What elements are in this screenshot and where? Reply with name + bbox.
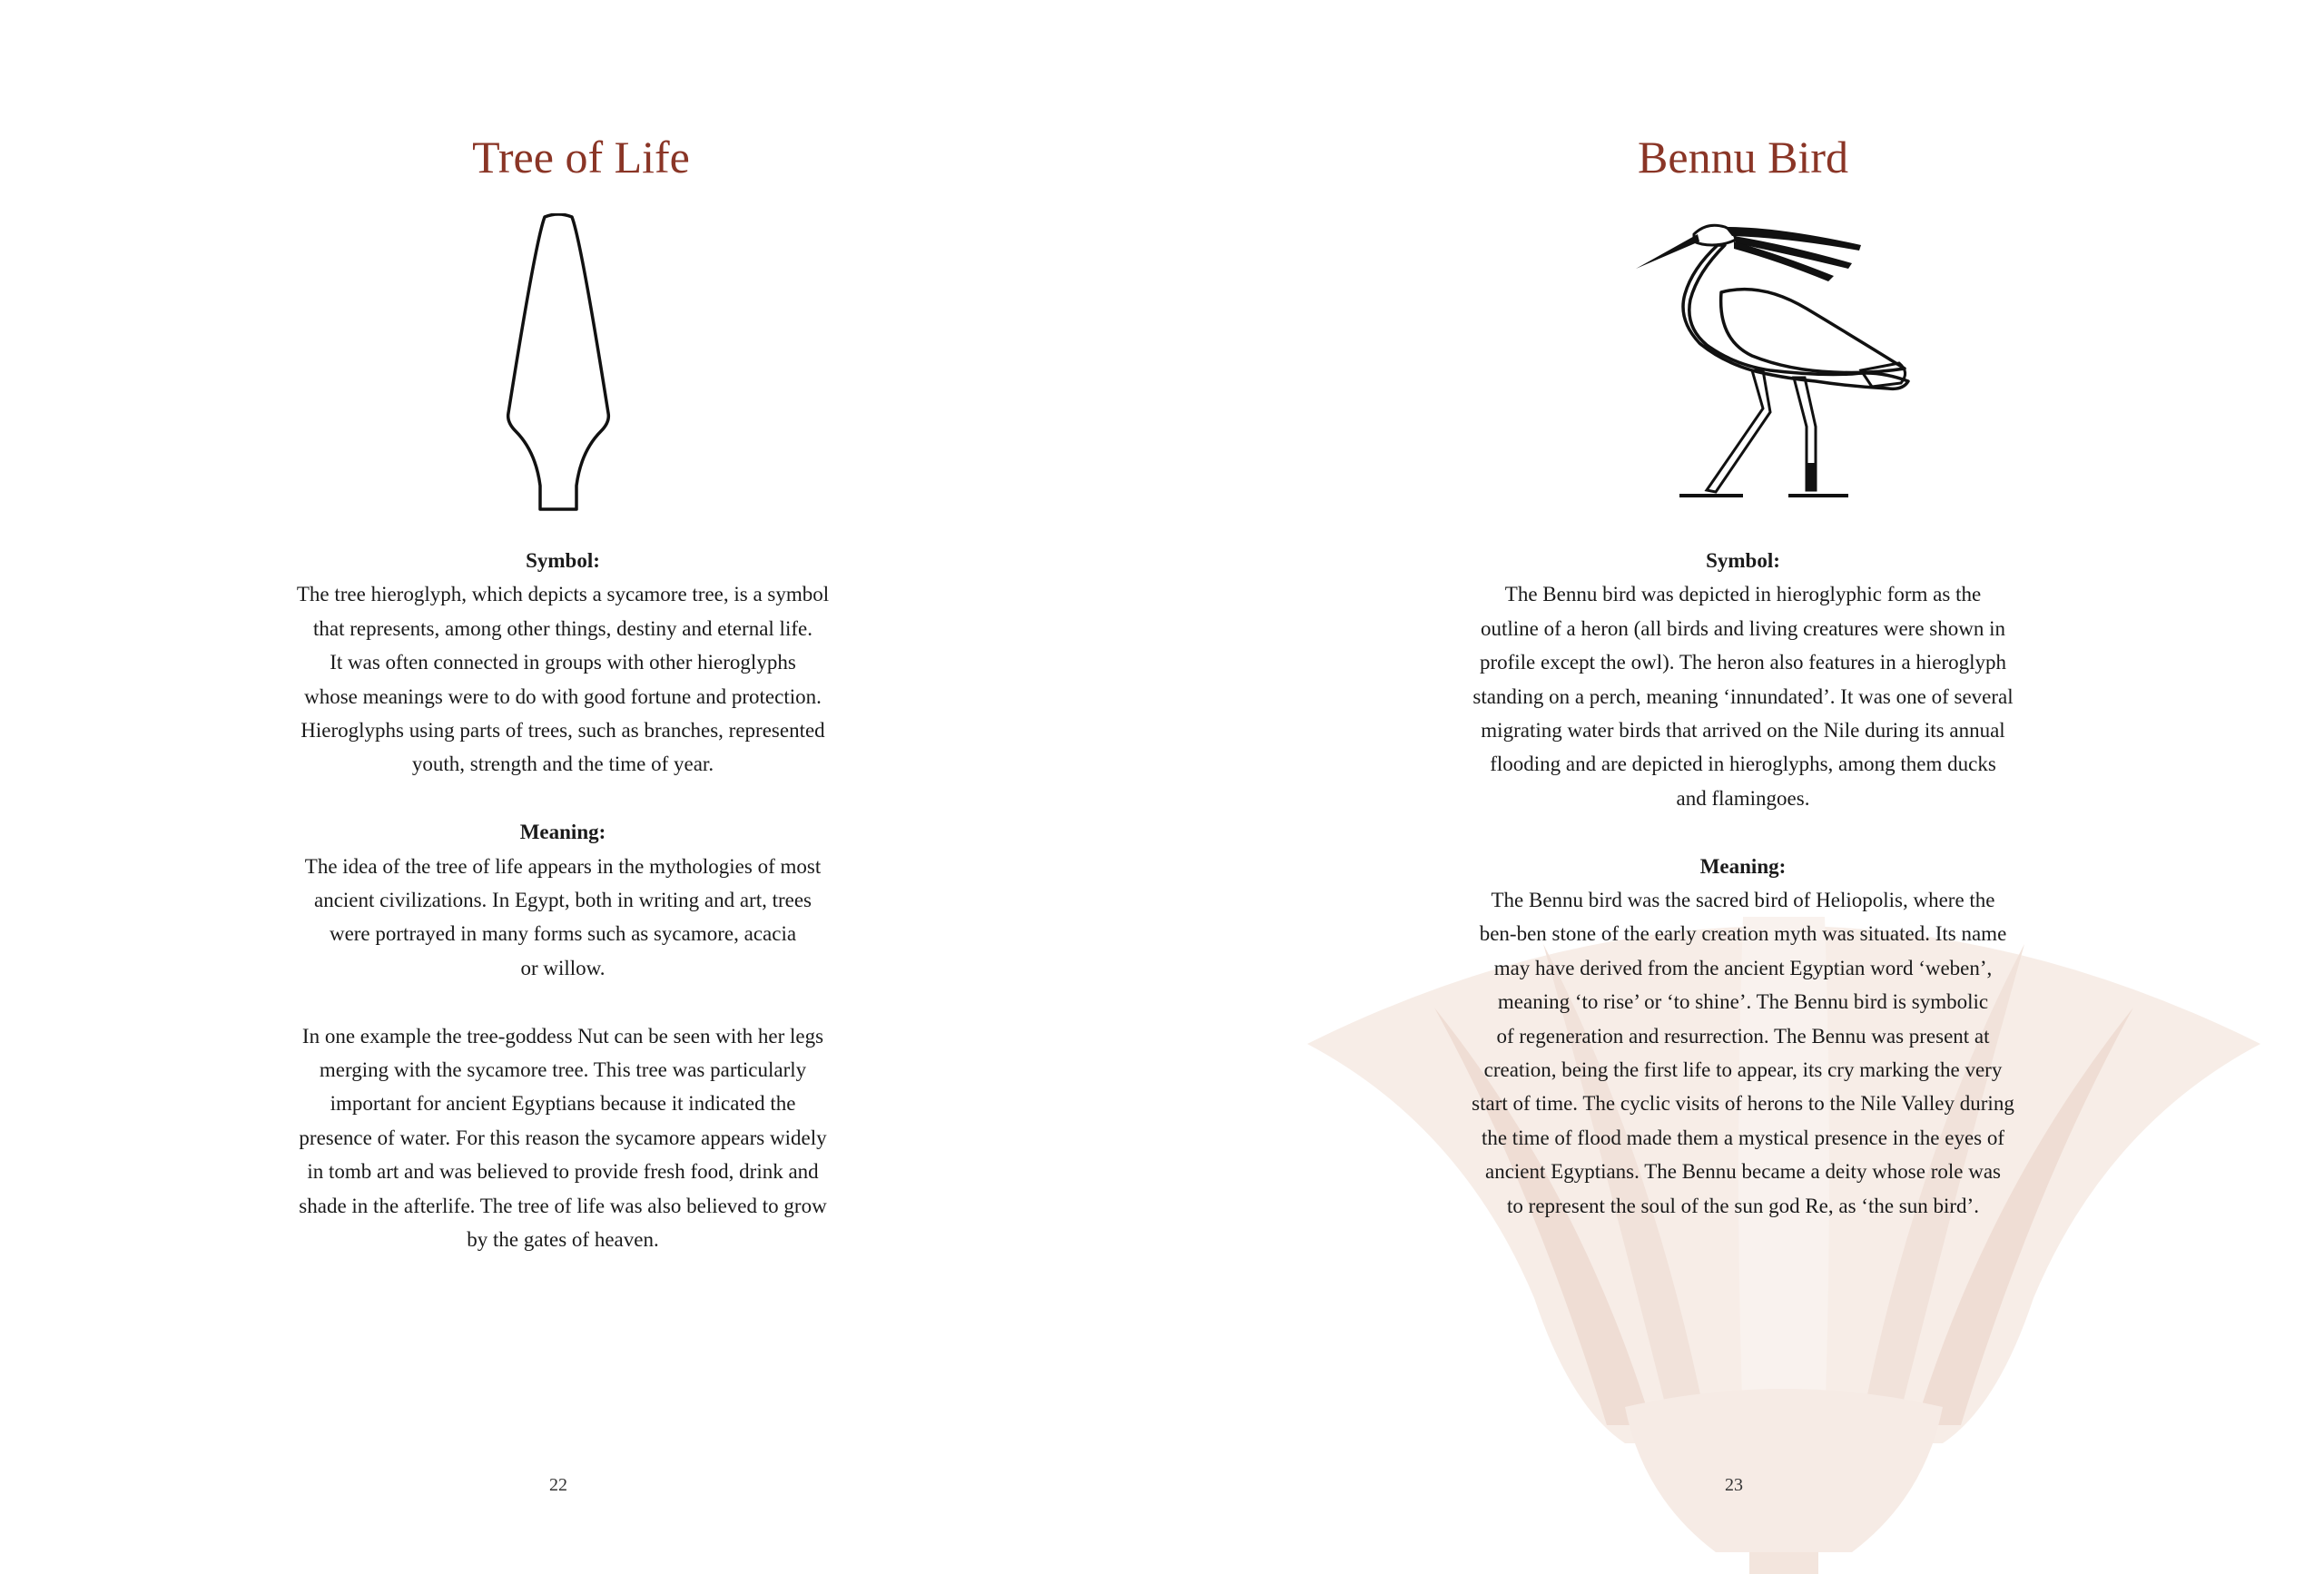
body-line: shade in the afterlife. The tree of life was also believed to grow xyxy=(299,1194,827,1217)
body-line: In one example the tree-goddess Nut can be seen with her legs xyxy=(301,1024,824,1048)
body-line: outline of a heron (all birds and living creatures were shown in xyxy=(1480,616,2006,640)
body-line: merging with the sycamore tree. This tree was particularly xyxy=(319,1058,807,1082)
body-line: or willow. xyxy=(520,956,606,979)
body-line: by the gates of heaven. xyxy=(467,1228,659,1252)
body-line: The idea of the tree of life appears in the mythologies of most xyxy=(304,854,822,878)
body-line: flooding and are depicted in hieroglyphs, among them ducks xyxy=(1490,753,1996,776)
meaning-heading: Meaning: xyxy=(519,821,606,844)
body-line: creation, being the first life to appear, its cry marking the very xyxy=(1483,1058,2003,1082)
tree-text-block xyxy=(218,544,908,1257)
body-line: profile except the owl). The heron also features in a hieroglyph xyxy=(1479,651,2007,674)
page-title: Bennu Bird xyxy=(1638,132,1848,182)
body-line: may have derived from the ancient Egyptian word ‘weben’, xyxy=(1493,956,1993,979)
right-page xyxy=(1162,0,2324,1574)
body-line: youth, strength and the time of year. xyxy=(411,753,714,776)
body-line: to represent the soul of the sun god Re, as ‘the sun bird’. xyxy=(1507,1194,1979,1217)
body-line: important for ancient Egyptians because it indicated the xyxy=(330,1092,796,1116)
page-title: Tree of Life xyxy=(472,132,690,182)
body-line: ben-ben stone of the early creation myth was situated. Its name xyxy=(1479,922,2007,946)
body-line: migrating water birds that arrived on the Nile during its annual xyxy=(1481,719,2005,743)
body-line: presence of water. For this reason the sycamore appears widely xyxy=(299,1126,827,1149)
bennu-text-block xyxy=(1380,544,2106,1223)
body-line: and flamingoes. xyxy=(1676,786,1810,810)
body-line: the time of flood made them a mystical presence in the eyes of xyxy=(1481,1126,2005,1149)
body-line: meaning ‘to rise’ or ‘to shine’. The Bennu bird is symbolic xyxy=(1497,990,1989,1014)
tree-hieroglyph-icon xyxy=(490,213,626,513)
body-line: The Bennu bird was the sacred bird of Heliopolis, where the xyxy=(1491,889,1995,912)
body-line: ancient civilizations. In Egypt, both in writing and art, trees xyxy=(313,889,812,912)
body-line: in tomb art and was believed to provide fresh food, drink and xyxy=(307,1160,819,1184)
page-number: 22 xyxy=(549,1475,567,1495)
symbol-heading: Symbol: xyxy=(526,549,600,572)
heron-hieroglyph-icon xyxy=(1634,218,1934,508)
meaning-heading: Meaning: xyxy=(1699,854,1787,878)
body-line: It was often connected in groups with other hieroglyphs xyxy=(330,651,796,674)
page-number: 23 xyxy=(1725,1475,1743,1495)
body-line: were portrayed in many forms such as sycamore, acacia xyxy=(329,922,797,946)
body-line: of regeneration and resurrection. The Bennu was present at xyxy=(1496,1024,1990,1048)
body-line: that represents, among other things, destiny and eternal life. xyxy=(313,616,812,640)
body-line: ancient Egyptians. The Bennu became a deity whose role was xyxy=(1484,1160,2001,1184)
body-line: standing on a perch, meaning ‘innundated’. It was one of several xyxy=(1472,684,2014,708)
symbol-heading: Symbol: xyxy=(1706,549,1780,572)
body-line: start of time. The cyclic visits of herons to the Nile Valley during xyxy=(1472,1092,2014,1116)
body-line: Hieroglyphs using parts of trees, such as branches, represented xyxy=(300,719,825,743)
body-line: The tree hieroglyph, which depicts a sycamore tree, is a symbol xyxy=(296,583,830,606)
body-line: whose meanings were to do with good fortune and protection. xyxy=(304,684,822,708)
body-line: The Bennu bird was depicted in hieroglyphic form as the xyxy=(1504,583,1982,606)
